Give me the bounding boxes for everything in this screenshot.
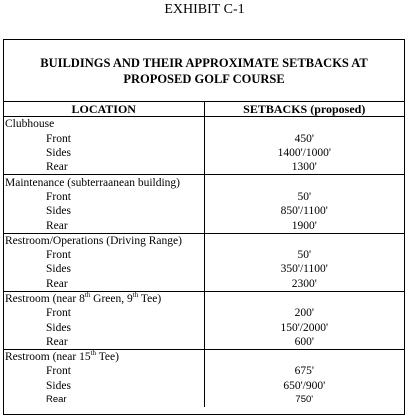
row-value: 600' (294, 335, 314, 348)
row-label: Rear (4, 393, 204, 407)
table-row (4, 190, 404, 204)
table-row (4, 248, 404, 262)
table-row (4, 204, 404, 218)
group-name: Restroom/Operations (Driving Range) (4, 233, 204, 248)
title-line-1: BUILDINGS AND THEIR APPROXIMATE SETBACKS AT (40, 56, 368, 70)
location-header: LOCATION (4, 102, 204, 117)
group-name: Clubhouse (4, 117, 204, 132)
header-row (4, 102, 404, 117)
row-label: Sides (4, 262, 204, 276)
row-value: 50' (297, 190, 312, 203)
row-value: 1400'/1000' (277, 147, 331, 160)
group-name: Restroom (near 8th Green, 9th Tee) (4, 291, 204, 306)
table-row (4, 306, 404, 320)
row-value: 650'/900' (283, 379, 326, 392)
row-value: 1300' (291, 161, 317, 174)
row-label: Front (4, 190, 204, 204)
row-label: Rear (4, 160, 204, 175)
table-row (4, 218, 404, 233)
row-value: 450' (294, 132, 314, 145)
row-label: Sides (4, 146, 204, 160)
table-row (4, 132, 404, 146)
row-label: Sides (4, 379, 204, 393)
row-value: 675' (294, 365, 314, 378)
group-row-restroom-8th-green (4, 291, 404, 306)
setbacks-sheet (3, 39, 405, 415)
row-value: 50' (297, 249, 312, 262)
row-label: Rear (4, 218, 204, 233)
table-row (4, 277, 404, 292)
group-row-restroom-operations (4, 233, 404, 248)
group-name: Maintenance (subterraanean building) (4, 175, 204, 190)
table-row (4, 146, 404, 160)
table-row (4, 335, 404, 350)
group-row-maintenance (4, 175, 404, 190)
row-value: 150'/2000' (280, 321, 329, 334)
row-label: Front (4, 306, 204, 320)
group-name: Restroom (near 15th Tee) (4, 350, 204, 365)
row-value: 350'/1100' (280, 263, 328, 276)
table-row (4, 262, 404, 276)
row-label: Rear (4, 335, 204, 350)
table-row (4, 379, 404, 393)
table-row (4, 393, 404, 407)
row-label: Front (4, 132, 204, 146)
setbacks-table (4, 102, 404, 407)
row-value: 1900' (291, 219, 317, 232)
document-title (4, 55, 404, 87)
row-value: 2300' (291, 277, 317, 290)
group-row-restroom-15th-tee (4, 350, 404, 365)
row-label: Front (4, 364, 204, 378)
table-row (4, 160, 404, 175)
row-label: Front (4, 248, 204, 262)
title-line-2: PROPOSED GOLF COURSE (123, 72, 285, 86)
row-value: 200' (294, 307, 314, 320)
table-row (4, 320, 404, 334)
row-value: 750' (295, 394, 314, 406)
exhibit-label: EXHIBIT C-1 (164, 2, 245, 17)
row-label: Sides (4, 320, 204, 334)
row-label: Sides (4, 204, 204, 218)
row-value: 850'/1100' (280, 205, 328, 218)
title-box (4, 40, 404, 102)
table-row (4, 364, 404, 378)
setbacks-header: SETBACKS (proposed) (204, 102, 404, 117)
row-label: Rear (4, 277, 204, 292)
group-row-clubhouse (4, 117, 404, 132)
